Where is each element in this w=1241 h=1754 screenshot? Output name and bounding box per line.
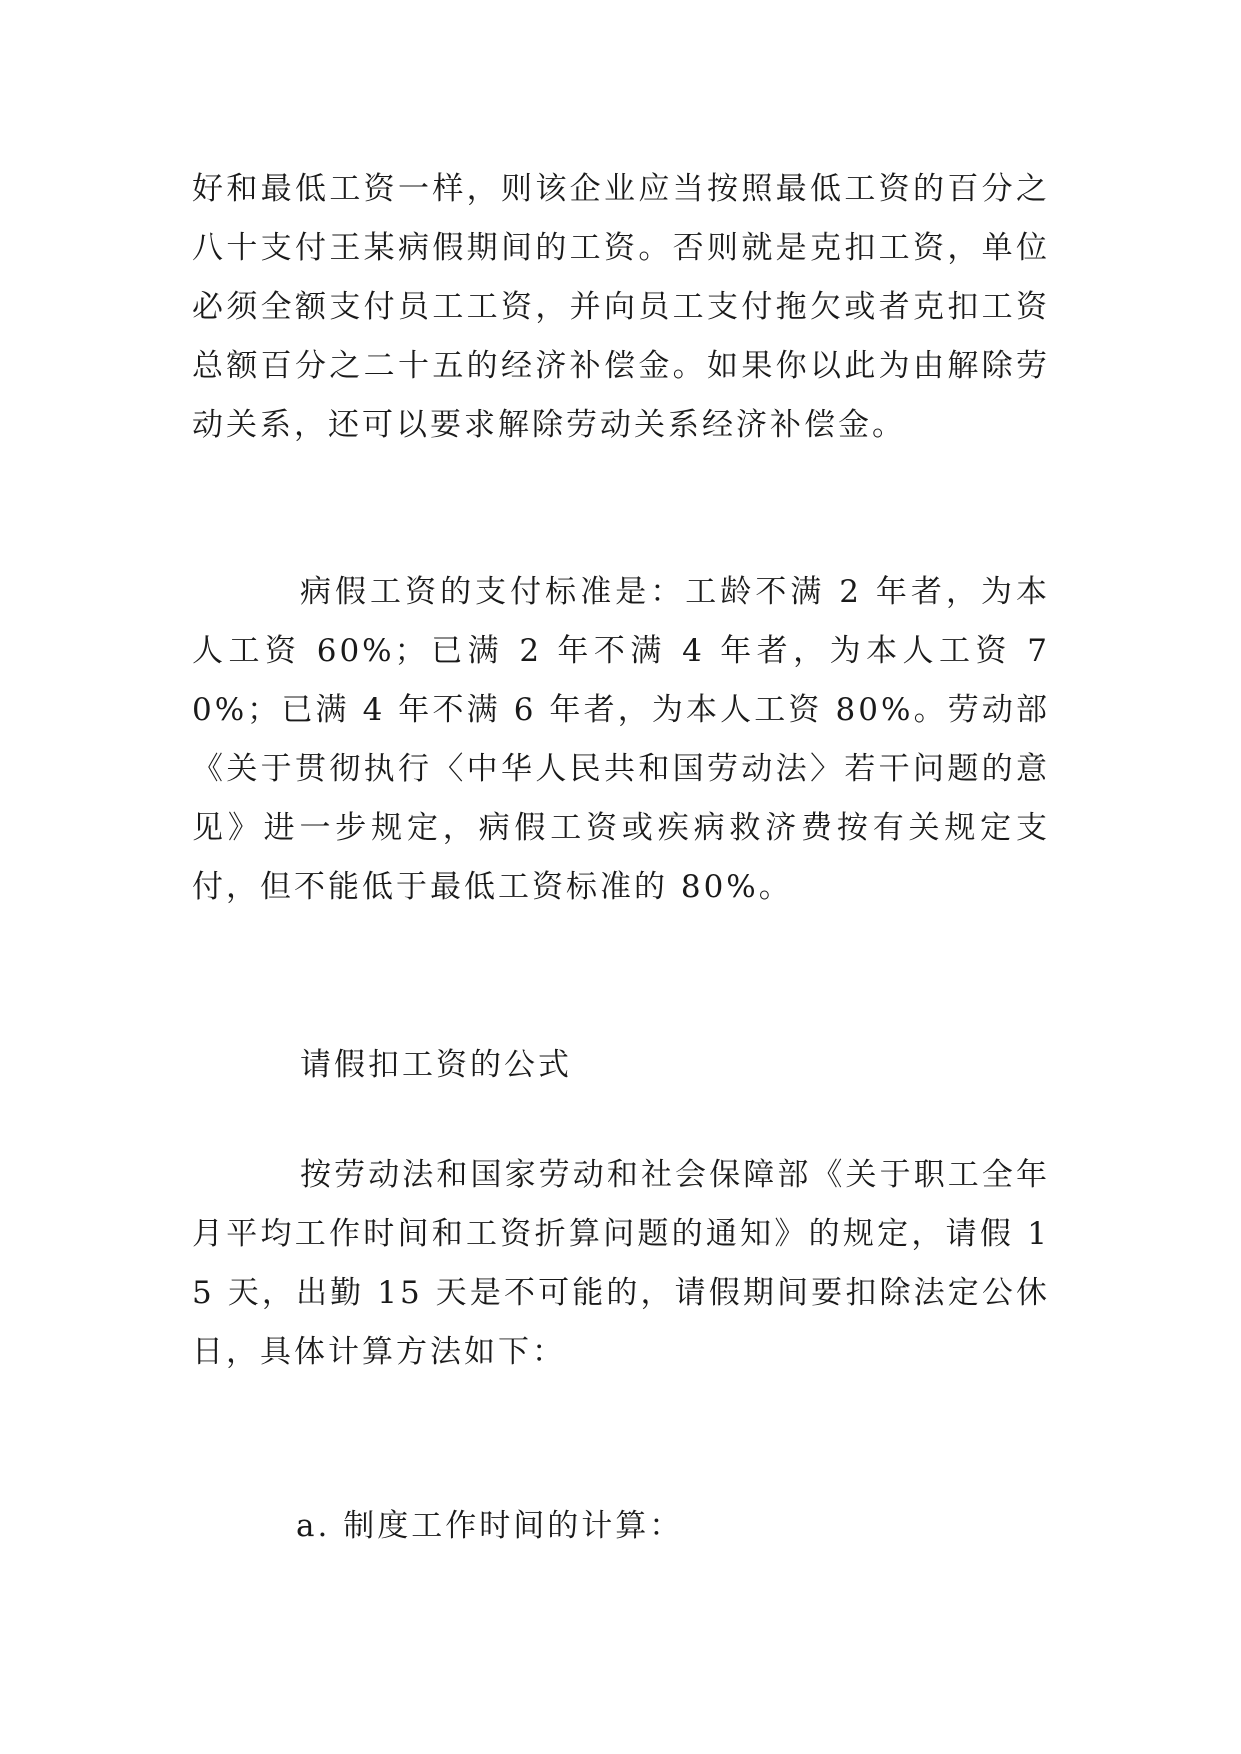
subheading-working-time-calculation: a. 制度工作时间的计算： xyxy=(296,1508,684,1544)
paragraph-sick-leave-wage-deduction: 好和最低工资一样，则该企业应当按照最低工资的百分之八十支付王某病假期间的工资。否则就是克扣工资，单位必须全额支付员工工资，并向员工支付拖欠或者克扣工资总额百分之二十五的经济补偿金。如果你以此为由解除劳动关系，还可以要求解除劳动关系经济补偿金。 xyxy=(192,171,1050,443)
paragraph-calculation-rules: 按劳动法和国家劳动和社会保障部《关于职工全年月平均工作时间和工资折算问题的通知》的规定，请假 15 天，出勤 15 天是不可能的，请假期间要扣除法定公休日，具体计算方法如下： xyxy=(192,1157,1050,1370)
paragraph-sick-leave-pay-standard: 病假工资的支付标准是：工龄不满 2 年者，为本人工资 60%；已满 2 年不满 4 年者，为本人工资 70%；已满 4 年不满 6 年者，为本人工资 80%。劳动部《关于贯彻执行〈中华人民共和国劳动法〉若干问题的意见》进一步规定，病假工资或疾病救济费按有关规定支付，但不能低于最低工资标准的 80%。 xyxy=(192,574,1050,905)
section-heading-leave-deduction-formula: 请假扣工资的公式 xyxy=(300,1047,572,1083)
